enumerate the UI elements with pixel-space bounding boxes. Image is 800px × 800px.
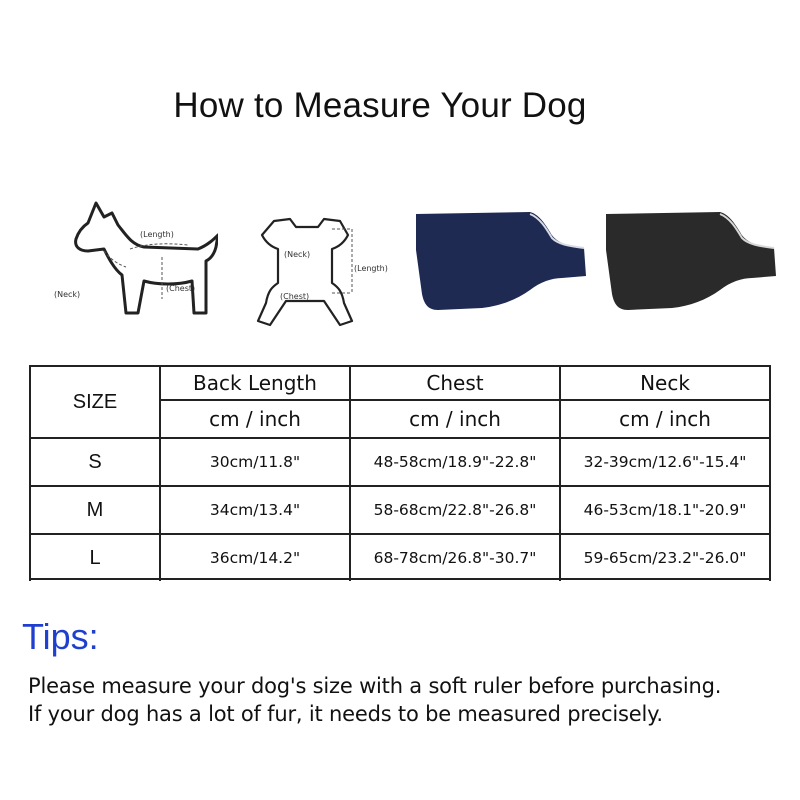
top-neck-label: (Neck) bbox=[284, 250, 311, 259]
dog-top-view-illustration bbox=[240, 195, 410, 330]
size-header-cell: SIZE bbox=[30, 366, 160, 438]
header-back-length: Back Length bbox=[160, 366, 350, 400]
top-length-label: (Length) bbox=[354, 264, 388, 273]
tips-heading: Tips: bbox=[22, 616, 99, 657]
page-title: How to Measure Your Dog bbox=[173, 86, 587, 125]
table-row bbox=[30, 486, 770, 534]
side-neck-label: (Neck) bbox=[54, 290, 81, 299]
top-chest-label: (Chest) bbox=[280, 292, 310, 301]
size-chart-table bbox=[29, 365, 771, 581]
back-length-cell: 36cm/14.2" bbox=[160, 534, 350, 581]
dog-side-view-illustration bbox=[48, 195, 218, 330]
chest-cell: 48-58cm/18.9"-22.8" bbox=[350, 438, 560, 486]
size-cell: S bbox=[30, 438, 160, 486]
side-length-label: (Length) bbox=[140, 230, 174, 239]
table-header-row bbox=[30, 366, 770, 400]
unit-back-length: cm / inch bbox=[160, 400, 350, 438]
header-chest: Chest bbox=[350, 366, 560, 400]
size-cell: L bbox=[30, 534, 160, 581]
header-neck: Neck bbox=[560, 366, 770, 400]
unit-neck: cm / inch bbox=[560, 400, 770, 438]
size-cell: M bbox=[30, 486, 160, 534]
table-bottom-border bbox=[29, 578, 771, 580]
back-length-cell: 30cm/11.8" bbox=[160, 438, 350, 486]
neck-cell: 46-53cm/18.1"-20.9" bbox=[560, 486, 770, 534]
chest-cell: 68-78cm/26.8"-30.7" bbox=[350, 534, 560, 581]
neck-cell: 59-65cm/23.2"-26.0" bbox=[560, 534, 770, 581]
neck-cell: 32-39cm/12.6"-15.4" bbox=[560, 438, 770, 486]
side-chest-label: (Chest) bbox=[166, 284, 196, 293]
unit-chest: cm / inch bbox=[350, 400, 560, 438]
back-length-cell: 34cm/13.4" bbox=[160, 486, 350, 534]
tip-line: Please measure your dog's size with a soft ruler before purchasing. bbox=[28, 674, 722, 698]
chest-cell: 58-68cm/22.8"-26.8" bbox=[350, 486, 560, 534]
table-row bbox=[30, 438, 770, 486]
black-coat-image bbox=[602, 210, 784, 320]
table-row bbox=[30, 534, 770, 581]
navy-coat-image bbox=[412, 210, 594, 320]
tip-line: If your dog has a lot of fur, it needs to be measured precisely. bbox=[28, 702, 663, 726]
